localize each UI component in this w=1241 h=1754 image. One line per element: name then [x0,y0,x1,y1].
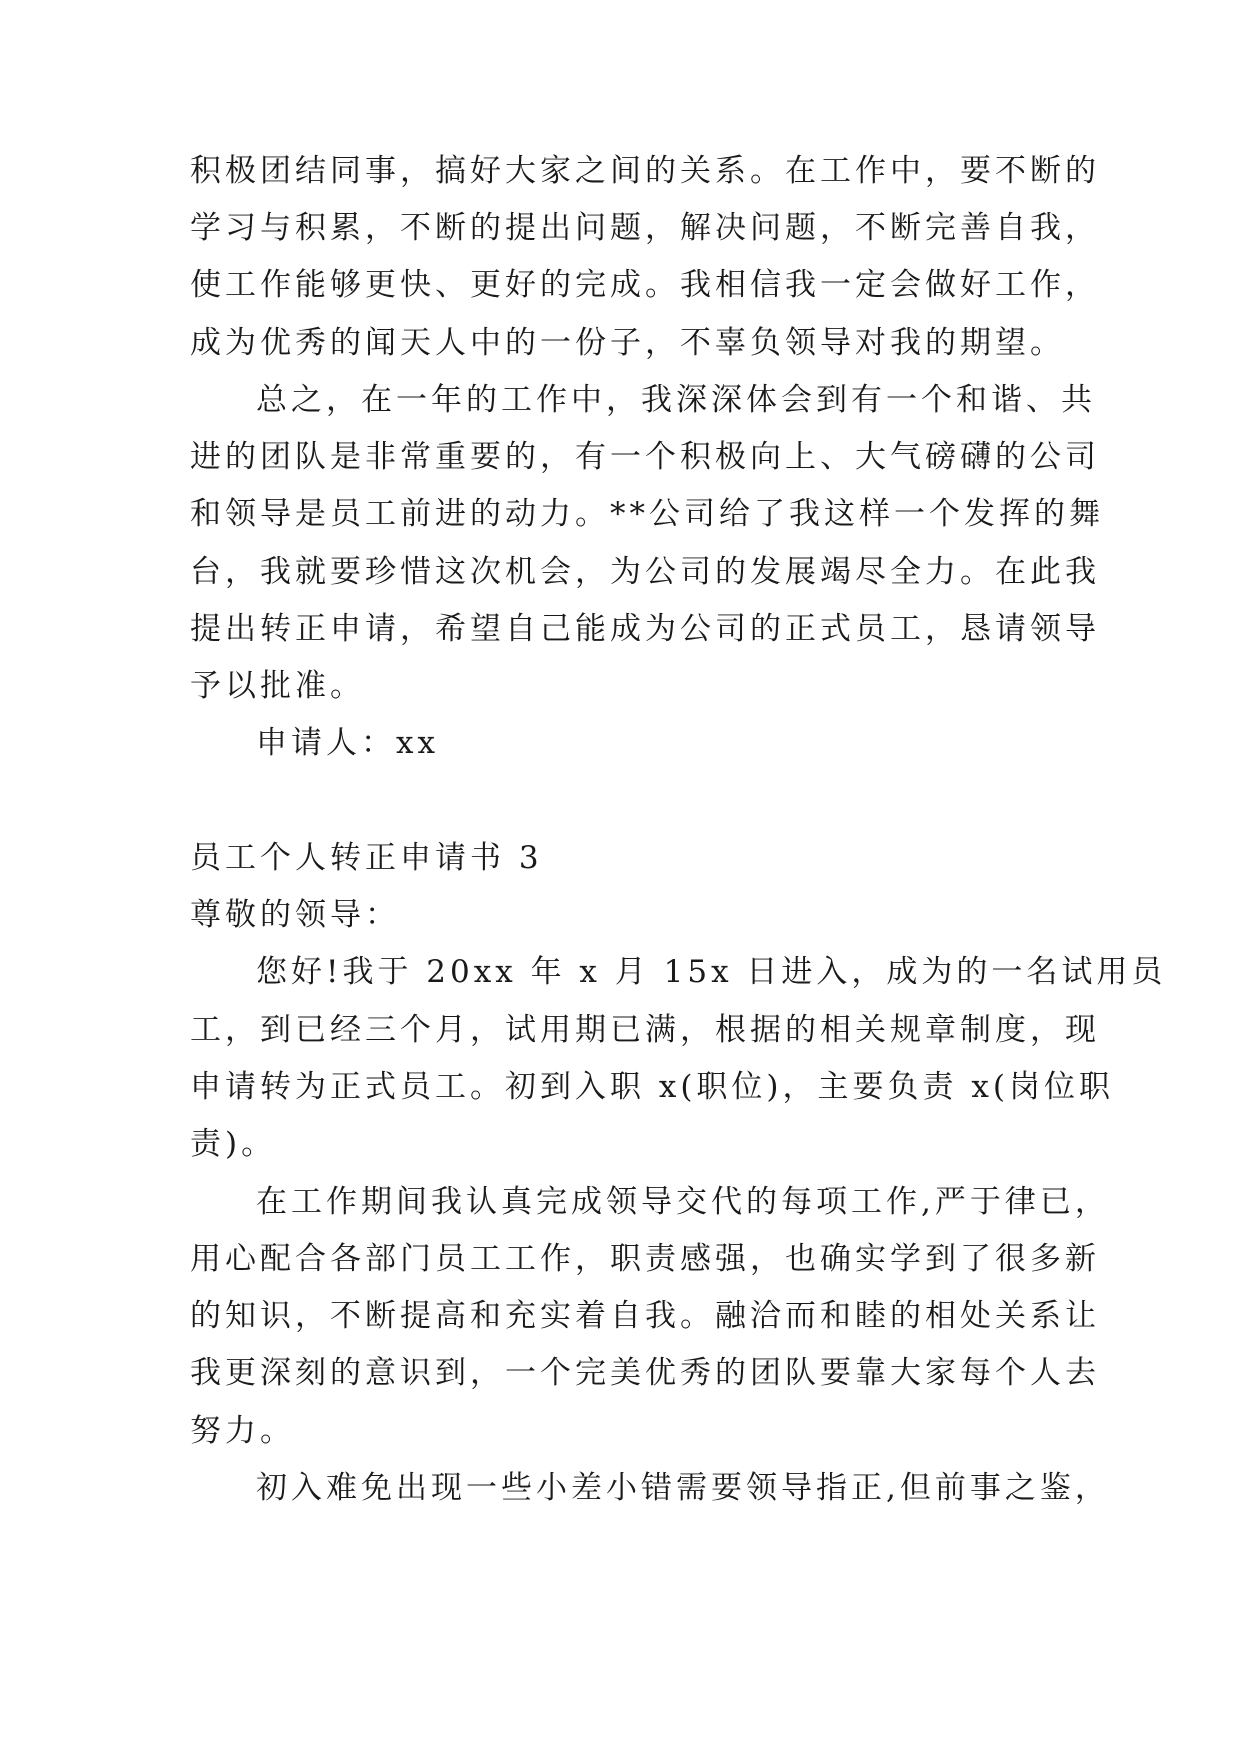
body-text-line: 在工作期间我认真完成领导交代的每项工作,严于律已， [256,1184,1110,1220]
body-text-line: 提出转正申请，希望自己能成为公司的正式员工，恳请领导 [190,611,1100,647]
body-text-line: 初入难免出现一些小差小错需要领导指正,但前事之鉴， [256,1470,1110,1506]
body-text-line: 使工作能够更快、更好的完成。我相信我一定会做好工作， [190,267,1100,303]
body-text-line: 您好!我于 20xx 年 x 月 15x 日进入，成为的一名试用员 [256,954,1167,990]
body-text-line: 的知识，不断提高和充实着自我。融洽而和睦的相处关系让 [190,1298,1100,1334]
body-text-line: 工，到已经三个月，试用期已满，根据的相关规章制度，现 [190,1012,1100,1048]
body-text-line: 积极团结同事，搞好大家之间的关系。在工作中，要不断的 [190,153,1100,189]
body-text-line: 我更深刻的意识到，一个完美优秀的团队要靠大家每个人去 [190,1355,1100,1391]
signature-line: 申请人：xx [256,725,439,761]
body-text-line: 努力。 [190,1413,295,1449]
section-heading: 员工个人转正申请书 3 [190,840,543,876]
body-text-line: 总之，在一年的工作中，我深深体会到有一个和谐、共 [256,382,1096,418]
body-text-line: 进的团队是非常重要的，有一个积极向上、大气磅礴的公司 [190,439,1100,475]
body-text-line: 予以批准。 [190,668,365,704]
body-text-line: 和领导是员工前进的动力。**公司给了我这样一个发挥的舞 [190,496,1104,532]
body-text-line: 申请转为正式员工。初到入职 x(职位)，主要负责 x(岗位职 [190,1069,1114,1105]
body-text-line: 责)。 [190,1126,277,1162]
salutation: 尊敬的领导： [190,897,400,933]
body-text-line: 学习与积累，不断的提出问题，解决问题，不断完善自我， [190,210,1100,246]
body-text-line: 成为优秀的闻天人中的一份子，不辜负领导对我的期望。 [190,325,1065,361]
body-text-line: 台，我就要珍惜这次机会，为公司的发展竭尽全力。在此我 [190,554,1100,590]
body-text-line: 用心配合各部门员工工作，职责感强，也确实学到了很多新 [190,1241,1100,1277]
